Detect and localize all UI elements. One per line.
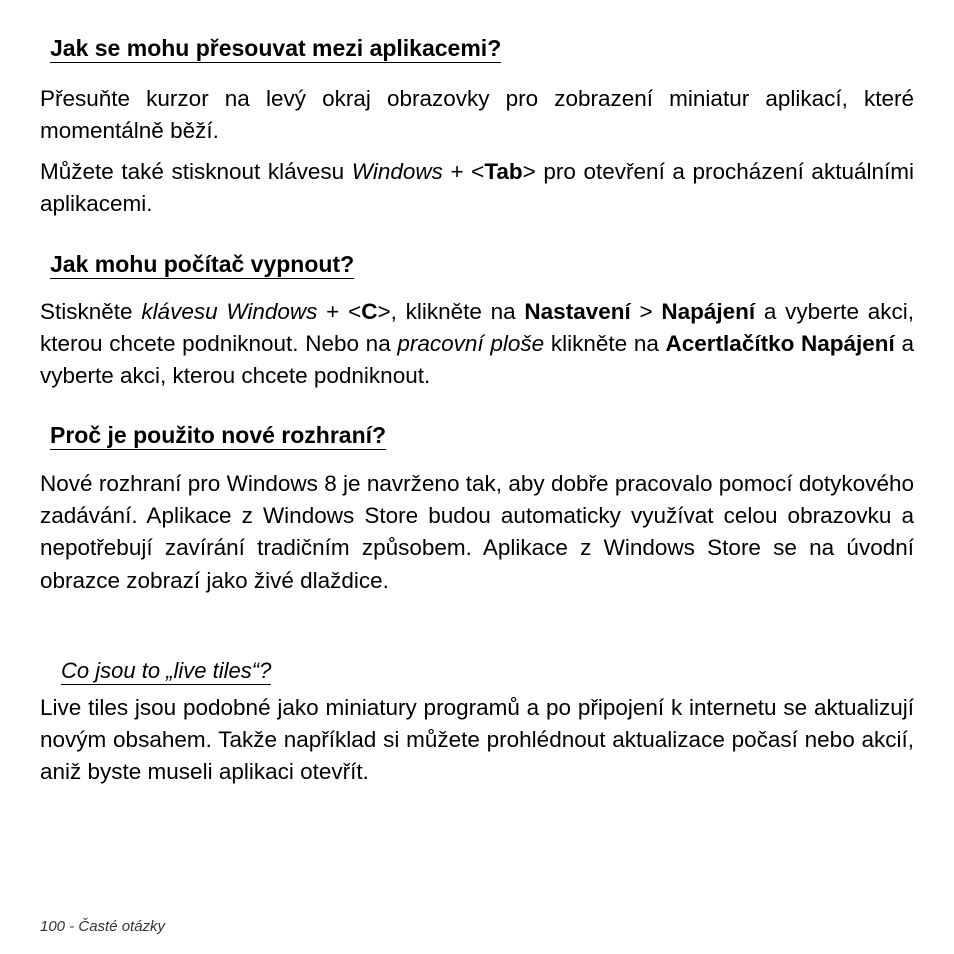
subheading-live-tiles: Co jsou to „live tiles“? [61, 658, 272, 683]
paragraph-live-tiles: Live tiles jsou podobné jako miniatury programů a po připojení k internetu se aktualizují novým obsahem. Takže například si můžete prohlédnout aktualizace počasí nebo akcií, aniž byste museli aplikaci otevřít. [40, 695, 914, 785]
heading-switch-apps: Jak se mohu přesouvat mezi aplikacemi? [50, 35, 502, 61]
term-settings: Nastavení [524, 299, 631, 324]
key-tab: Tab [484, 159, 523, 184]
heading-new-interface: Proč je použito nové rozhraní? [50, 422, 387, 448]
text-run: > [630, 299, 662, 324]
text-run: >, klikněte na [377, 299, 525, 324]
term-acer-power-button: Acertlačítko Napájení [665, 331, 895, 357]
term-power: Napájení [661, 299, 756, 324]
heading-shutdown: Jak mohu počítač vypnout? [50, 251, 355, 277]
text-run: a vyberte akci, kterou chcete podniknout. Nebo na [40, 299, 914, 357]
text-run: klikněte na [544, 331, 666, 357]
text-run: a vyberte akci, kterou chcete podniknout. [40, 331, 914, 389]
paragraph-shutdown [40, 296, 914, 393]
paragraph-switch-apps-keyboard [40, 156, 914, 220]
text-run: Můžete také stisknout klávesu [40, 159, 352, 184]
key-windows: klávesu Windows [141, 299, 318, 324]
key-c: C [361, 299, 378, 324]
text-run: + < [442, 159, 485, 184]
text-run: > pro otevření a procházení aktuálními aplikacemi. [40, 159, 914, 217]
paragraph-switch-apps-cursor: Přesuňte kurzor na levý okraj obrazovky pro zobrazení miniatur aplikací, které momentálně běží. [40, 86, 914, 144]
text-run: Stiskněte [40, 299, 142, 324]
text-run: + < [317, 299, 362, 324]
paragraph-new-interface: Nové rozhraní pro Windows 8 je navrženo tak, aby dobře pracovalo pomocí dotykového zadávání. Aplikace z Windows Store budou automaticky využívat celou obrazovku a nepotřebují zavírání tradičním způsobem. Aplikace z Windows Store se na úvodní obrazce zobrazí jako živé dlaždice. [40, 471, 914, 593]
term-desktop: pracovní ploše [397, 331, 545, 357]
page-footer: 100 - Časté otázky [40, 918, 166, 935]
key-windows: Windows [351, 159, 443, 184]
